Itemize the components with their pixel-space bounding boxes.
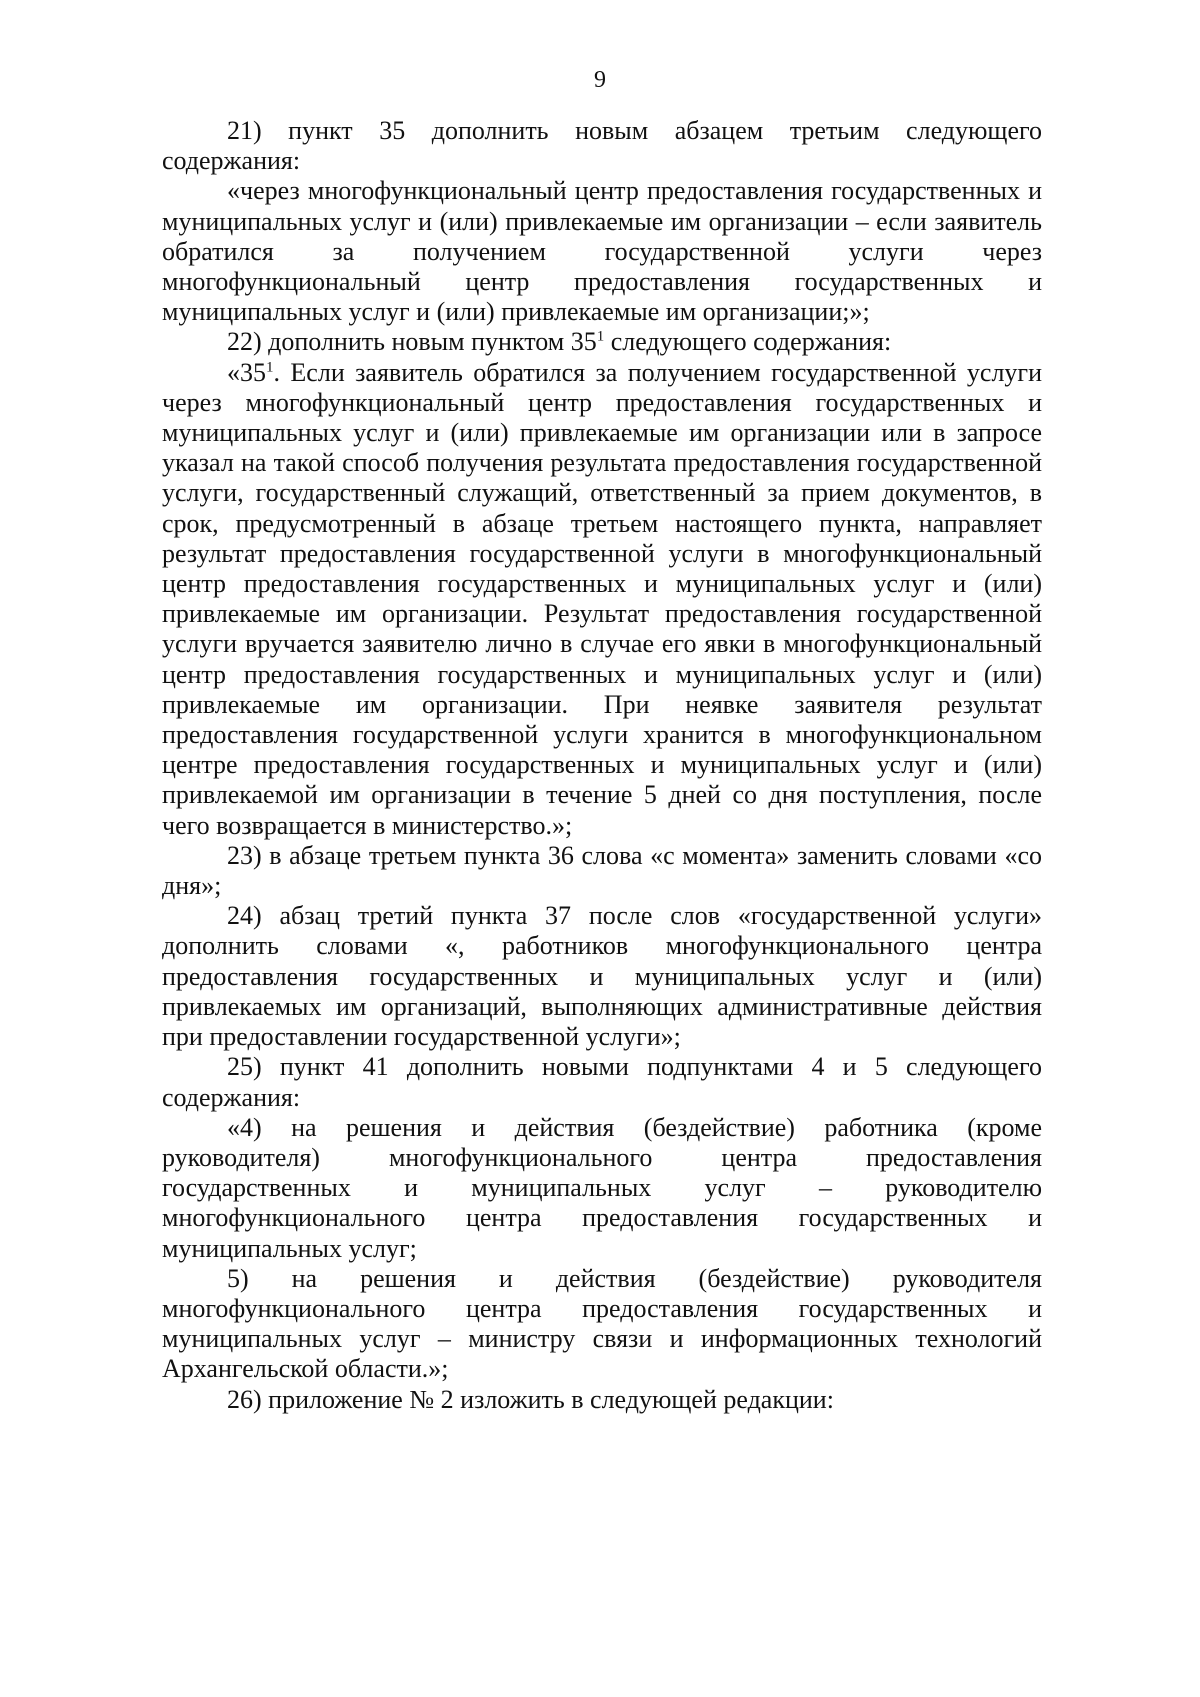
page-number: 9 (594, 67, 606, 93)
paragraph-item-24: 24) абзац третий пункта 37 после слов «государственной услуги» дополнить словами «, работников многофункционального центра предоставления государственных и муниципальных услуг и (или) привлекаемых им организаций, выполняющих административные действия при предоставлении государственной услуги»; (162, 901, 1042, 1052)
paragraph-text: 22) дополнить новым пунктом 35 (227, 327, 597, 357)
paragraph-item-25: 25) пункт 41 дополнить новыми подпунктами 4 и 5 следующего содержания: (162, 1052, 1042, 1112)
paragraph-text: «35 (227, 357, 266, 387)
paragraph-item-26: 26) приложение № 2 изложить в следующей редакции: (227, 1384, 834, 1414)
paragraph-point-35-1 (162, 358, 1042, 841)
paragraph-subitem-5: 5) на решения и действия (бездействие) руководителя многофункционального центра предоставления государственных и муниципальных услуг – министру связи и информационных технологий Архангельской области.»; (162, 1263, 1042, 1384)
paragraph-item-22 (162, 327, 1042, 357)
paragraph-text: . Если заявитель обратился за получением государственной услуги через многофункциональный центр предоставления государственных и муниципальных услуг и (или) привлекаемые им организации или в запросе указал на такой способ получения результата предоставления государственной услуги, государственный служащий, ответственный за прием документов, в срок, предусмотренный в абзаце третьем настоящего пункта, направляет результат предоставления государственной услуги в многофункциональный центр предоставления государственных и муниципальных услуг и (или) привлекаемые им организации. Результат предоставления государственной услуги вручается заявителю лично в случае его явки в многофункциональный центр предоставления государственных и муниципальных услуг и (или) привлекаемые им организации. При неявке заявителя результат предоставления государственной услуги хранится в многофункциональном центре предоставления государственных и муниципальных услуг и (или) привлекаемой им организации в течение 5 дней со дня поступления, после чего возвращается в министерство.»; (162, 357, 1042, 840)
paragraph-subitem-4: «4) на решения и действия (бездействие) работника (кроме руководителя) многофункционального центра предоставления государственных и муниципальных услуг – руководителю многофункционального центра предоставления государственных и муниципальных услуг; (162, 1112, 1042, 1263)
paragraph-item-23: 23) в абзаце третьем пункта 36 слова «с момента» заменить словами «со дня»; (162, 840, 1042, 901)
paragraph-quote-mfc: «через многофункциональный центр предоставления государственных и муниципальных услуг и (или) привлекаемые им организации – если заявитель обратился за получением государственной услуги через многофункциональный центр предоставления государственных и муниципальных услуг и (или) привлекаемые им организации;»; (162, 176, 1042, 327)
superscript: 1 (596, 328, 605, 345)
paragraph-item-21: 21) пункт 35 дополнить новым абзацем третьим следующего содержания: (162, 116, 1042, 176)
superscript: 1 (266, 358, 274, 375)
paragraph-text: следующего содержания: (604, 327, 892, 357)
document-body (162, 116, 1042, 1415)
